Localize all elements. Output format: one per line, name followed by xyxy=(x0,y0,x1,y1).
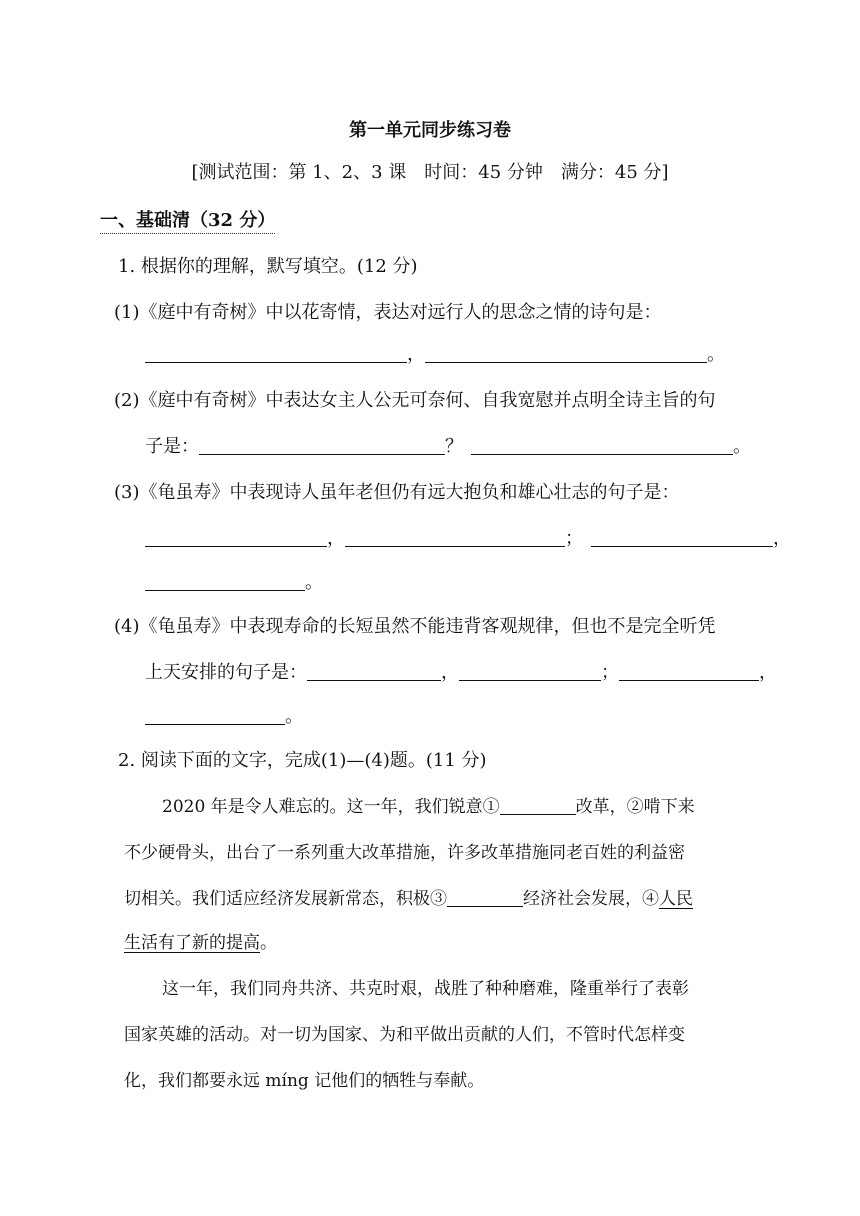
q1-sub1-prompt: (1)《庭中有奇树》中以花寄情，表达对远行人的思念之情的诗句是： xyxy=(114,302,662,323)
passage-line: 国家英雄的活动。对一切为国家、为和平做出贡献的人们，不管时代怎样变 xyxy=(124,1025,685,1045)
q1-sub2-prompt: (2)《庭中有奇树》中表达女主人公无可奈何、自我宽慰并点明全诗主旨的句 xyxy=(114,390,716,411)
answer-blank[interactable] xyxy=(145,346,407,363)
answer-blank[interactable] xyxy=(145,530,327,547)
answer-blank[interactable] xyxy=(619,664,759,681)
q1-sub2-answer-line: 子是： ？ 。 xyxy=(145,436,751,457)
answer-blank[interactable] xyxy=(591,530,773,547)
passage-line: 这一年，我们同舟共济、共克时艰，战胜了种种磨难，隆重举行了表彰 xyxy=(162,979,689,999)
q1-sub3-prompt: (3)《龟虽寿》中表现诗人虽年老但仍有远大抱负和雄心壮志的句子是： xyxy=(114,482,680,503)
page-title: 第一单元同步练习卷 xyxy=(349,120,511,141)
question-1-stem: 1. 根据你的理解，默写填空。(12 分) xyxy=(118,256,418,277)
underlined-sentence: 人民 xyxy=(659,889,693,909)
answer-blank[interactable] xyxy=(500,798,576,815)
answer-blank[interactable] xyxy=(345,530,565,547)
passage-line: 切相关。我们适应经济发展新常态，积极③ 经济社会发展，④人民 xyxy=(124,889,693,909)
question-2-stem: 2. 阅读下面的文字，完成(1)—(4)题。(11 分) xyxy=(118,750,487,771)
q1-sub4-prompt: (4)《龟虽寿》中表现寿命的长短虽然不能违背客观规律，但也不是完全听凭 xyxy=(114,616,716,637)
passage-line: 不少硬骨头，出台了一系列重大改革措施，许多改革措施同老百姓的利益密 xyxy=(124,843,685,863)
answer-blank[interactable] xyxy=(199,438,445,455)
passage-line: 生活有了新的提高。 xyxy=(124,933,277,953)
answer-blank[interactable] xyxy=(145,574,305,591)
section-heading: 一、基础清（32 分） xyxy=(100,206,275,234)
answer-blank[interactable] xyxy=(447,890,523,907)
passage-line: 化，我们都要永远 míng 记他们的牺牲与奉献。 xyxy=(124,1071,485,1091)
answer-blank[interactable] xyxy=(145,708,285,725)
passage-line: 2020 年是令人难忘的。这一年，我们锐意① 改革，②啃下来 xyxy=(162,797,695,817)
answer-blank[interactable] xyxy=(307,664,441,681)
underlined-sentence: 生活有了新的提高 xyxy=(124,933,260,953)
q1-sub1-answer-line: ， 。 xyxy=(145,340,725,366)
q1-sub3-answer-line-2: 。 xyxy=(145,568,323,594)
q1-sub4-answer-line-2: 。 xyxy=(145,702,303,728)
answer-blank[interactable] xyxy=(425,346,707,363)
answer-blank[interactable] xyxy=(471,438,733,455)
answer-blank[interactable] xyxy=(459,664,601,681)
test-scope: [测试范围：第 1、2、3 课 时间：45 分钟 满分：45 分] xyxy=(191,162,669,183)
q1-sub4-answer-line: 上天安排的句子是： ， ； ， xyxy=(145,662,777,683)
q1-sub3-answer-line: ， ； ， xyxy=(145,524,791,550)
